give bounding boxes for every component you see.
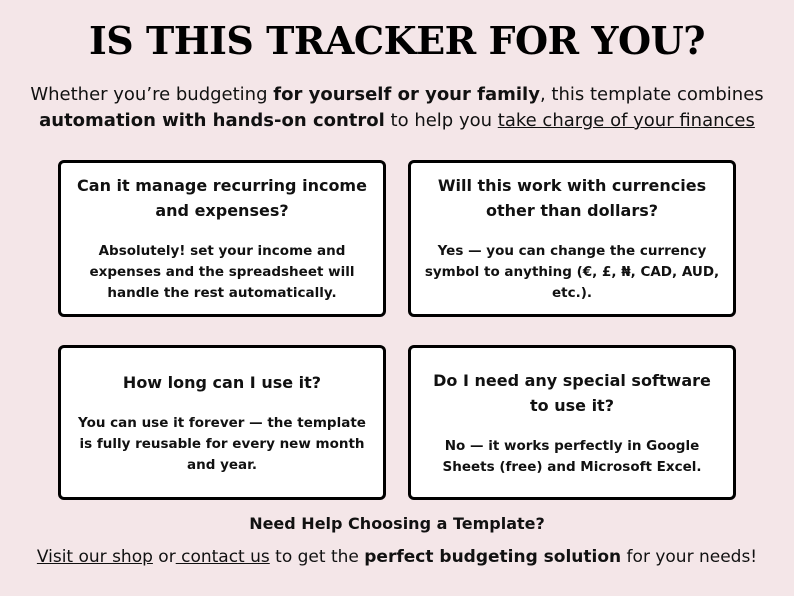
intro-part1: Whether you’re budgeting <box>30 84 274 105</box>
page-title: IS THIS TRACKER FOR YOU? <box>89 18 705 63</box>
footer-end: for your needs! <box>621 547 758 567</box>
faq-card-recurring <box>58 160 386 317</box>
intro-bold1: for yourself or your family <box>273 84 540 105</box>
faq-question: How long can I use it? <box>122 372 322 392</box>
faq-question: Do I need any special software to use it? <box>433 370 711 415</box>
faq-question: Will this work with currencies other than dollars? <box>437 176 707 220</box>
help-heading: Need Help Choosing a Template? <box>249 514 545 533</box>
footer-text <box>0 547 794 567</box>
contact-us-link[interactable]: contact us <box>175 547 270 567</box>
faq-answer: You can use it forever — the template is fully reusable for every new month and year. <box>78 414 366 473</box>
intro-bold2: automation with hands-on control <box>39 110 385 131</box>
faq-answer: No — it works perfectly in Google Sheets (free) and Microsoft Excel. <box>442 437 702 475</box>
intro-text <box>0 82 794 134</box>
intro-underline: take charge of your finances <box>497 110 755 131</box>
faq-question: Can it manage recurring income and expenses? <box>77 176 367 220</box>
faq-answer: Yes — you can change the currency symbol to anything (€, £, ₦, CAD, AUD, etc.). <box>424 243 720 301</box>
intro-part2: , this template combines <box>539 84 764 105</box>
footer-bold: perfect budgeting solution <box>364 547 622 567</box>
faq-card-software <box>408 345 736 500</box>
footer-or: or <box>152 547 176 567</box>
faq-card-currencies <box>408 160 736 317</box>
faq-answer: Absolutely! set your income and expenses and the spreadsheet will handle the rest automatically. <box>89 243 355 301</box>
footer-mid: to get the <box>269 547 365 567</box>
intro-part3: to help you <box>384 110 498 131</box>
faq-card-duration <box>58 345 386 500</box>
visit-shop-link[interactable]: Visit our shop <box>36 547 153 567</box>
